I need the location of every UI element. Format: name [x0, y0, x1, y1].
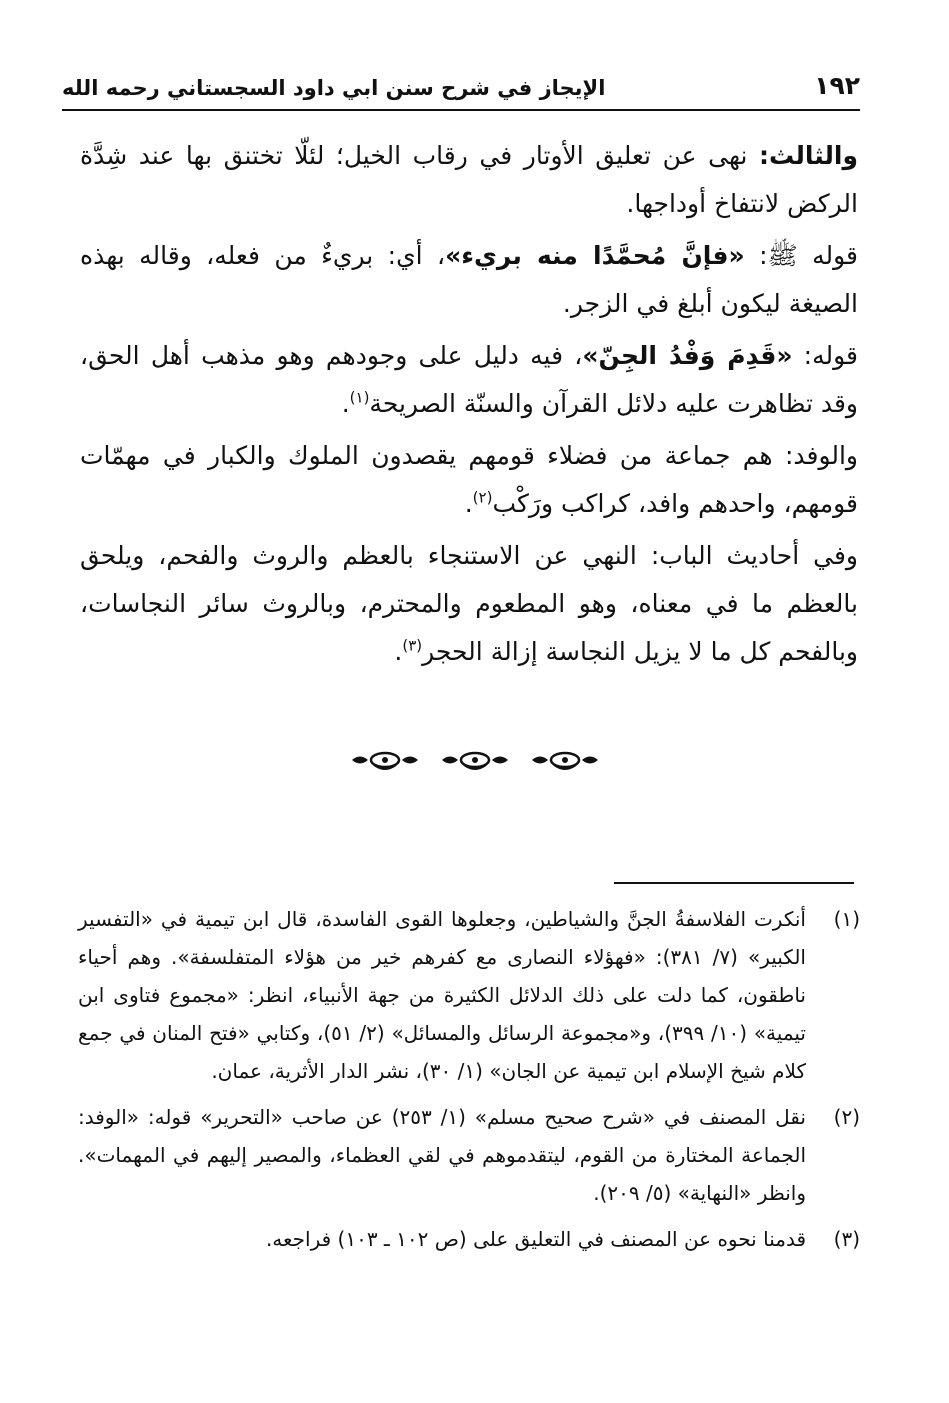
footnote-ref-1[interactable]: (١)	[349, 388, 370, 407]
paragraph-3-quote: «قَدِمَ وَفْدُ الجِنّ»	[582, 341, 793, 370]
footnote-number: (٢)	[833, 1105, 860, 1129]
page-header	[62, 58, 860, 100]
paragraph-5-text: وفي أحاديث الباب: النهي عن الاستنجاء بالعظم والروث والفحم، ويلحق بالعظم ما في معناه، وهو المطعوم والمحترم، وبالروث سائر النجاسات، وبالفحم كل ما لا يزيل النجاسة إزالة الحجر	[80, 541, 858, 666]
paragraph-4-text: والوفد: هم جماعة من فضلاء قومهم يقصدون الملوك والكبار في مهمّات قومهم، واحدهم وافد، كراكب ورَكْب	[80, 441, 858, 518]
main-text	[80, 132, 858, 680]
paragraph-1-lead: والثالث:	[759, 141, 858, 170]
page-number: ١٩٢	[814, 71, 860, 100]
footnote-text: أنكرت الفلاسفةُ الجنَّ والشياطين، وجعلوها القوى الفاسدة، قال ابن تيمية في «التفسير الكبير» (٧/ ٣٨١): «فهؤلاء النصارى مع كفرهم خير من هؤلاء المتفلسفة». وهم أحياء ناطقون، كما دلت على ذلك الدلائل الكثيرة من جهة الأنبياء، انظر: «مجموع فتاوى ابن تيمية» (١٠/ ٣٩٩)، و«مجموعة الرسائل والمسائل» (٢/ ٥١)، وكتابي «فتح المنان في جمع كلام شيخ الإسلام ابن تيمية عن الجان» (١/ ٣٠)، نشر الدار الأثرية، عمان.	[78, 907, 806, 1083]
paragraph-4	[80, 432, 858, 528]
paragraph-1-text: نهى عن تعليق الأوتار في رقاب الخيل؛ لئلّا تختنق بها عند شِدَّة الركض لانتفاخ أوداجها.	[80, 141, 858, 218]
paragraph-1	[80, 132, 858, 228]
paragraph-3-text: ، فيه دليل على وجودهم وهو مذهب أهل الحق، وقد تظاهرت عليه دلائل القرآن والسنّة الصريحة	[80, 341, 858, 418]
footnote-number: (١)	[833, 907, 860, 931]
footnote-ref-3[interactable]: (٣)	[402, 636, 423, 655]
footnote-separator	[614, 882, 854, 884]
footnote-number: (٣)	[833, 1227, 860, 1251]
ornament-left-icon	[350, 749, 420, 771]
footnote	[78, 1098, 860, 1212]
paragraph-2-text: ، أي: بريءٌ من فعله، وقاله بهذه الصيغة ليكون أبلغ في الزجر.	[80, 241, 858, 318]
paragraph-5	[80, 532, 858, 676]
footnote-text: نقل المصنف في «شرح صحيح مسلم» (١/ ٢٥٣) عن صاحب «التحرير» قوله: «الوفد: الجماعة المختارة من القوم، ليتقدموهم في لقي العظماء، والمصير إليهم في المهمات». وانظر «النهاية» (٥/ ٢٠٩).	[78, 1105, 806, 1205]
paragraph-5-end: .	[394, 637, 403, 666]
paragraph-3	[80, 332, 858, 428]
ornament-center-icon	[440, 749, 510, 771]
footnote	[78, 900, 860, 1090]
footnote	[78, 1220, 860, 1258]
paragraph-2-quote: «فإنَّ مُحمَّدًا منه بريء»	[445, 241, 745, 270]
section-ornament	[350, 740, 600, 780]
footnote-ref-2[interactable]: (٢)	[472, 488, 493, 507]
header-rule	[62, 109, 860, 111]
footnotes	[78, 900, 860, 1266]
paragraph-2-lead: قوله ﷺ:	[744, 241, 859, 270]
ornament-right-icon	[530, 749, 600, 771]
paragraph-3-end: .	[341, 389, 350, 418]
paragraph-2	[80, 232, 858, 328]
paragraph-4-end: .	[464, 489, 473, 518]
running-title: الإيجاز في شرح سنن ابي داود السجستاني رحمه الله	[62, 76, 606, 100]
paragraph-3-lead: قوله:	[792, 341, 858, 370]
footnote-text: قدمنا نحوه عن المصنف في التعليق على (ص ١٠٢ ـ ١٠٣) فراجعه.	[265, 1227, 806, 1251]
